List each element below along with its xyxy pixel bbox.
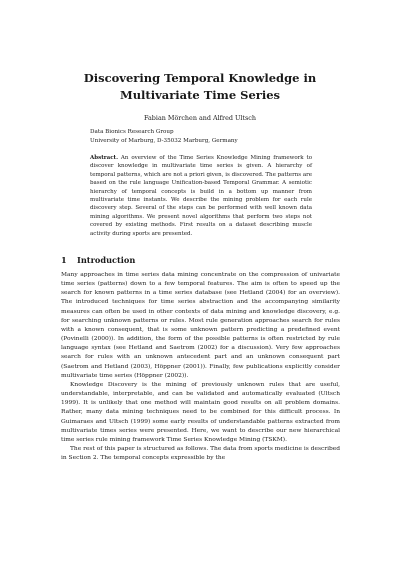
affiliation-line-2: University of Marburg, D-35032 Marburg, Germany: [90, 138, 238, 144]
body-text: [61, 271, 340, 463]
paragraph-1: Many approaches in time series data mining concentrate on the compression of univariate time series (patterns) down to a few temporal features. The aim is often to speed up the search for known patterns in a time series database (see Hetland (2004) for an overview). The introduced techniques for time series abstraction and the accompanying similarity measures can often be used in other contexts of data mining and knowledge discovery, e.g. for searching unknown patterns or rules. Most rule generation approaches search for rules with a known consequent, that is some unknown pattern predicting a predefined event (Povinelli (2000)). In addition, the form of the possible patterns is often restricted by rule language syntax (see Hetland and Saetrom (2002) for a discussion). Very few approaches search for rules with an unknown antecedent part and an unknown consequent part (Saetrom and Hetland (2003), Höppner (2001)). Finally, few publications explicitly consider multivariate time series (Höppner (2002)).: [61, 272, 340, 379]
title-line-2: Multivariate Time Series: [119, 88, 281, 102]
affiliation: [90, 128, 238, 146]
paragraph-3: The rest of this paper is structured as follows. The data from sports medicine is described in Section 2. The temporal concepts expressible by the: [61, 445, 340, 462]
affiliation-line-1: Data Bionics Research Group: [90, 129, 174, 135]
abstract: [90, 154, 312, 238]
paragraph-2: Knowledge Discovery is the mining of previously unknown rules that are useful, understandable, interpretable, and can be validated and automatically evaluated (Ultsch 1999). It is unlikely that one method will maintain good results on all problem domains. Rather, many data mining techniques need to be combined for this difficult process. In Guimaraes and Ultsch (1999) some early results of understandable patterns extracted from multivariate times series were presented. Here, we want to describe our new hierarchical time series rule mining framework Time Series Knowledge Mining (TSKM).: [61, 381, 340, 443]
section-heading: [61, 255, 135, 265]
section-number: 1: [61, 255, 67, 265]
paper-title: [0, 70, 400, 104]
abstract-text: An overview of the Time Series Knowledge Mining framework to discover knowledge in multivariate time series is given. A hierarchy of temporal patterns, which are not a priori given, is discovered. The patterns are based on the rule language Unification-based Temporal Grammar. A semiotic hierarchy of temporal concepts is build in a bottom up manner from multivariate time instants. We describe the mining problem for each rule discovery step. Several of the steps can be performed with well known data mining algorithms. We present novel algorithms that perform two steps not covered by existing methods. First results on a dataset describing muscle activity during sports are presented.: [90, 155, 313, 237]
authors: Fabian Mörchen and Alfred Ultsch: [144, 114, 256, 122]
title-line-1: Discovering Temporal Knowledge in: [83, 71, 317, 85]
abstract-label: Abstract.: [90, 155, 119, 161]
section-title: Introduction: [77, 255, 136, 265]
